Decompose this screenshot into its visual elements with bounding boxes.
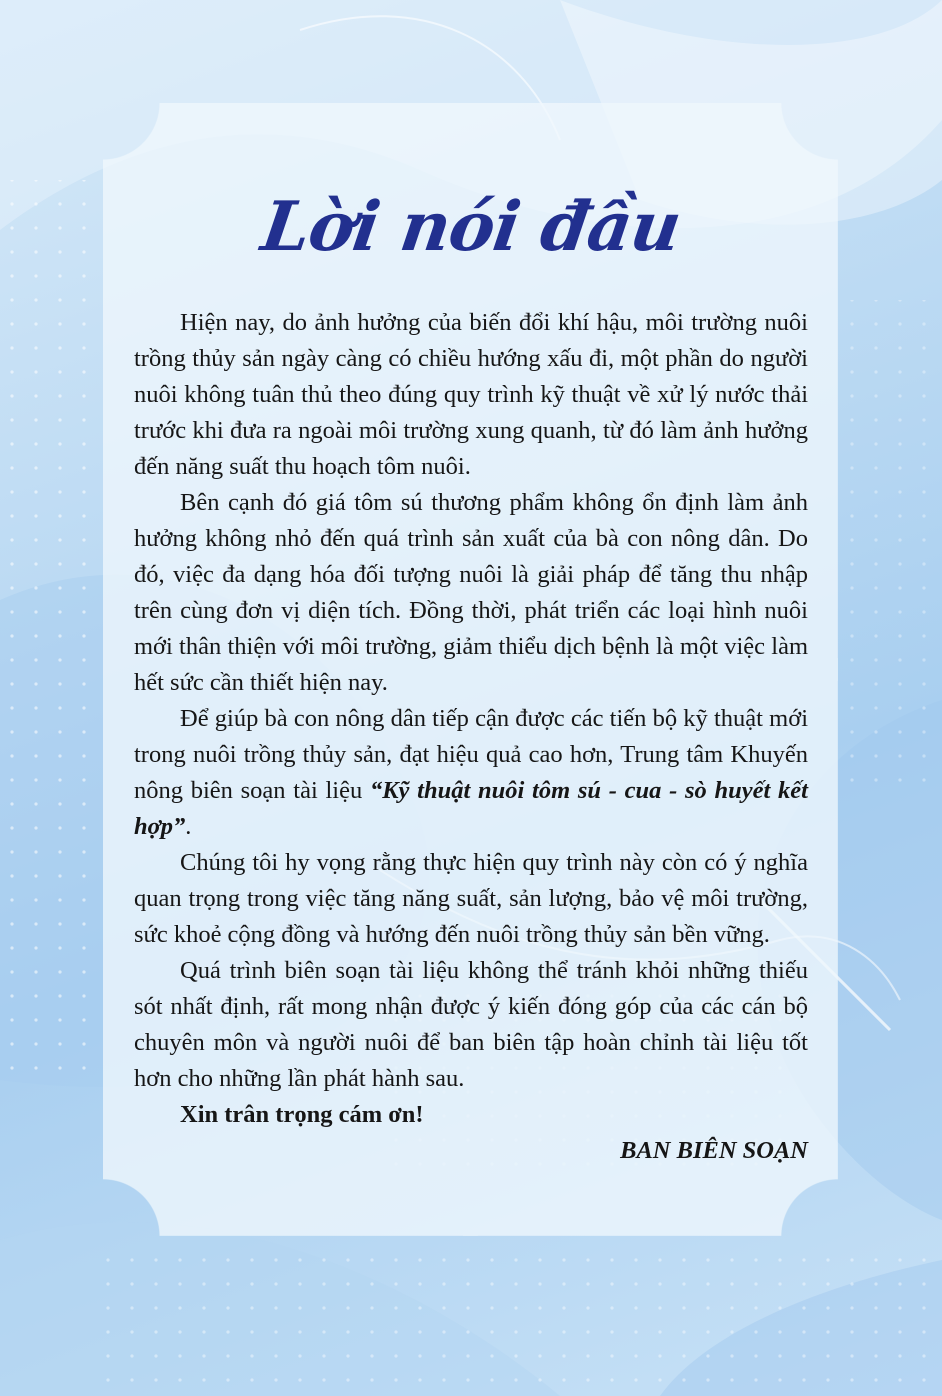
page-title: Lời nói đầu [256,187,686,267]
paragraph-2: Bên cạnh đó giá tôm sú thương phẩm không ổn định làm ảnh hưởng không nhỏ đến quá trình sản xuất của bà con nông dân. Do đó, việc đa dạng hóa đối tượng nuôi là giải pháp để tăng thu nhập trên cùng đơn vị diện tích. Đồng thời, phát triển các loại hình nuôi mới thân thiện với môi trường, giảm thiểu dịch bệnh là một việc làm hết sức cần thiết hiện nay. [134,489,808,696]
paragraph-3-text: Để giúp bà con nông dân tiếp cận được các tiến bộ kỹ thuật mới trong nuôi trồng thủy sản, đạt hiệu quả cao hơn, Trung tâm Khuyến nông biên soạn tài liệu [134,705,808,804]
paragraph-1: Hiện nay, do ảnh hưởng của biến đổi khí hậu, môi trường nuôi trồng thủy sản ngày càng có chiều hướng xấu đi, một phần do người nuôi không tuân thủ theo đúng quy trình kỹ thuật về xử lý nước thải trước khi đưa ra ngoài môi trường xung quanh, từ đó làm ảnh hưởng đến năng suất thu hoạch tôm nuôi. [134,309,808,480]
thanks-line: Xin trân trọng cám ơn! [180,1101,424,1128]
paragraph-3-end: . [185,813,192,840]
paragraph-3 [134,701,808,845]
document-title-emphasis: “Kỹ thuật nuôi tôm sú - cua - sò huyết kết hợp” [134,777,808,840]
preface-body [134,305,808,1169]
paragraph-4: Chúng tôi hy vọng rằng thực hiện quy trình này còn có ý nghĩa quan trọng trong việc tăng năng suất, sản lượng, bảo vệ môi trường, sức khoẻ cộng đồng và hướng đến nuôi trồng thủy sản bền vững. [134,849,808,948]
signature: BAN BIÊN SOẠN [620,1137,808,1164]
paragraph-5: Quá trình biên soạn tài liệu không thể tránh khỏi những thiếu sót nhất định, rất mong nhận được ý kiến đóng góp của các cán bộ chuyên môn và người nuôi để ban biên tập hoàn chỉnh tài liệu tốt hơn cho những lần phát hành sau. [134,957,808,1092]
